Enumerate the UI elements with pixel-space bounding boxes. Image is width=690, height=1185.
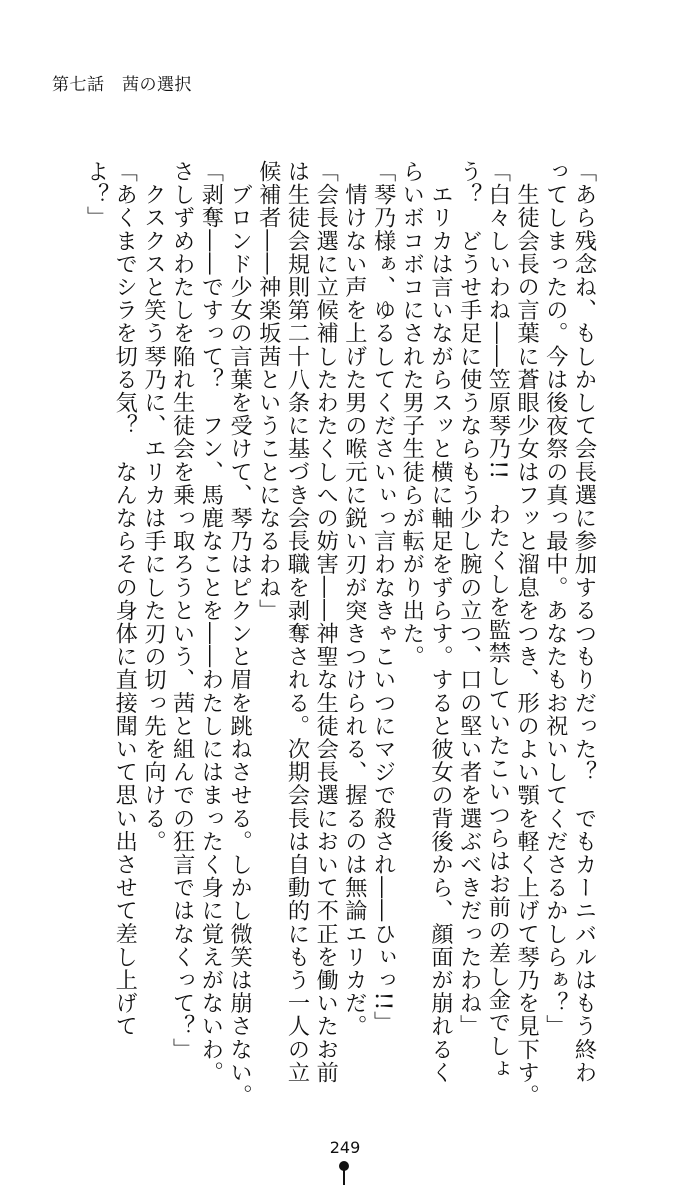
text-line: 「会長選に立候補したわたくしへの妨害――神聖な生徒会長選において不正を働いたお前 bbox=[312, 160, 339, 1084]
text-line: エリカは言いながらスッと横に軸足をずらす。すると彼女の背後から、顔面が崩れるく bbox=[427, 160, 454, 1084]
text-line: う？ どうせ手足に使うならもう少し腕の立つ、口の堅い者を選ぶべきだったわね」 bbox=[456, 160, 483, 1038]
text-line: 候補者――神楽坂茜ということになるわね」 bbox=[255, 160, 282, 622]
text-line: 「剥奪――ですって？ フン、馬鹿なことを――わたしにはまったく身に覚えがないわ。 bbox=[197, 160, 224, 1084]
text-line: 「琴乃様ぁ、ゆるしてくださいぃっ言わなきゃこいつにマジで殺され――ひぃっ!!」 bbox=[370, 160, 397, 1035]
text-line: ブロンド少女の言葉を受けて、琴乃はピクンと眉を跳ねさせる。しかし微笑は崩さない。 bbox=[226, 160, 253, 1108]
text-line: 「あくまでシラを切る気？ なんならその身体に直接聞いて思い出させて差し上げて bbox=[111, 160, 138, 1038]
text-line: さしずめわたしを陥れ生徒会を乗っ取ろうという、茜と組んでの狂言ではなくって？」 bbox=[169, 160, 196, 1061]
text-line: らいボコボコにされた男子生徒らが転がり出た。 bbox=[398, 160, 425, 669]
text-line: 生徒会長の言葉に蒼眼少女はフッと溜息をつき、形のよい顎を軽く上げて琴乃を見下す。 bbox=[513, 160, 540, 1108]
text-line: 「白々しいわね――笠原琴乃!! わたくしを監禁していたこいつらはお前の差し金でしょ bbox=[484, 160, 511, 1081]
page-number: 249 bbox=[329, 1138, 361, 1157]
text-line: は生徒会規則第二十八条に基づき会長職を剥奪される。次期会長は自動的にもう一人の立 bbox=[283, 160, 310, 1084]
text-line: クスクスと笑う琴乃に、エリカは手にした刃の切っ先を向ける。 bbox=[140, 160, 167, 853]
text-line: 情けない声を上げた男の喉元に鋭い刃が突きつけられる、握るのは無論エリカだ。 bbox=[341, 160, 368, 1038]
chapter-header: 第七話 茜の選択 bbox=[52, 75, 192, 95]
page-marker-line bbox=[343, 1170, 345, 1185]
text-line: ってしまったの。今は後夜祭の真っ最中。あなたもお祝いしてくださるかしらぁ？」 bbox=[542, 160, 569, 1038]
text-line: 「あら残念ね、もしかして会長選に参加するつもりだった？ でもカーニバルはもう終わ bbox=[571, 160, 597, 1084]
text-line: よ？」 bbox=[83, 160, 110, 230]
body-text bbox=[81, 160, 598, 1108]
